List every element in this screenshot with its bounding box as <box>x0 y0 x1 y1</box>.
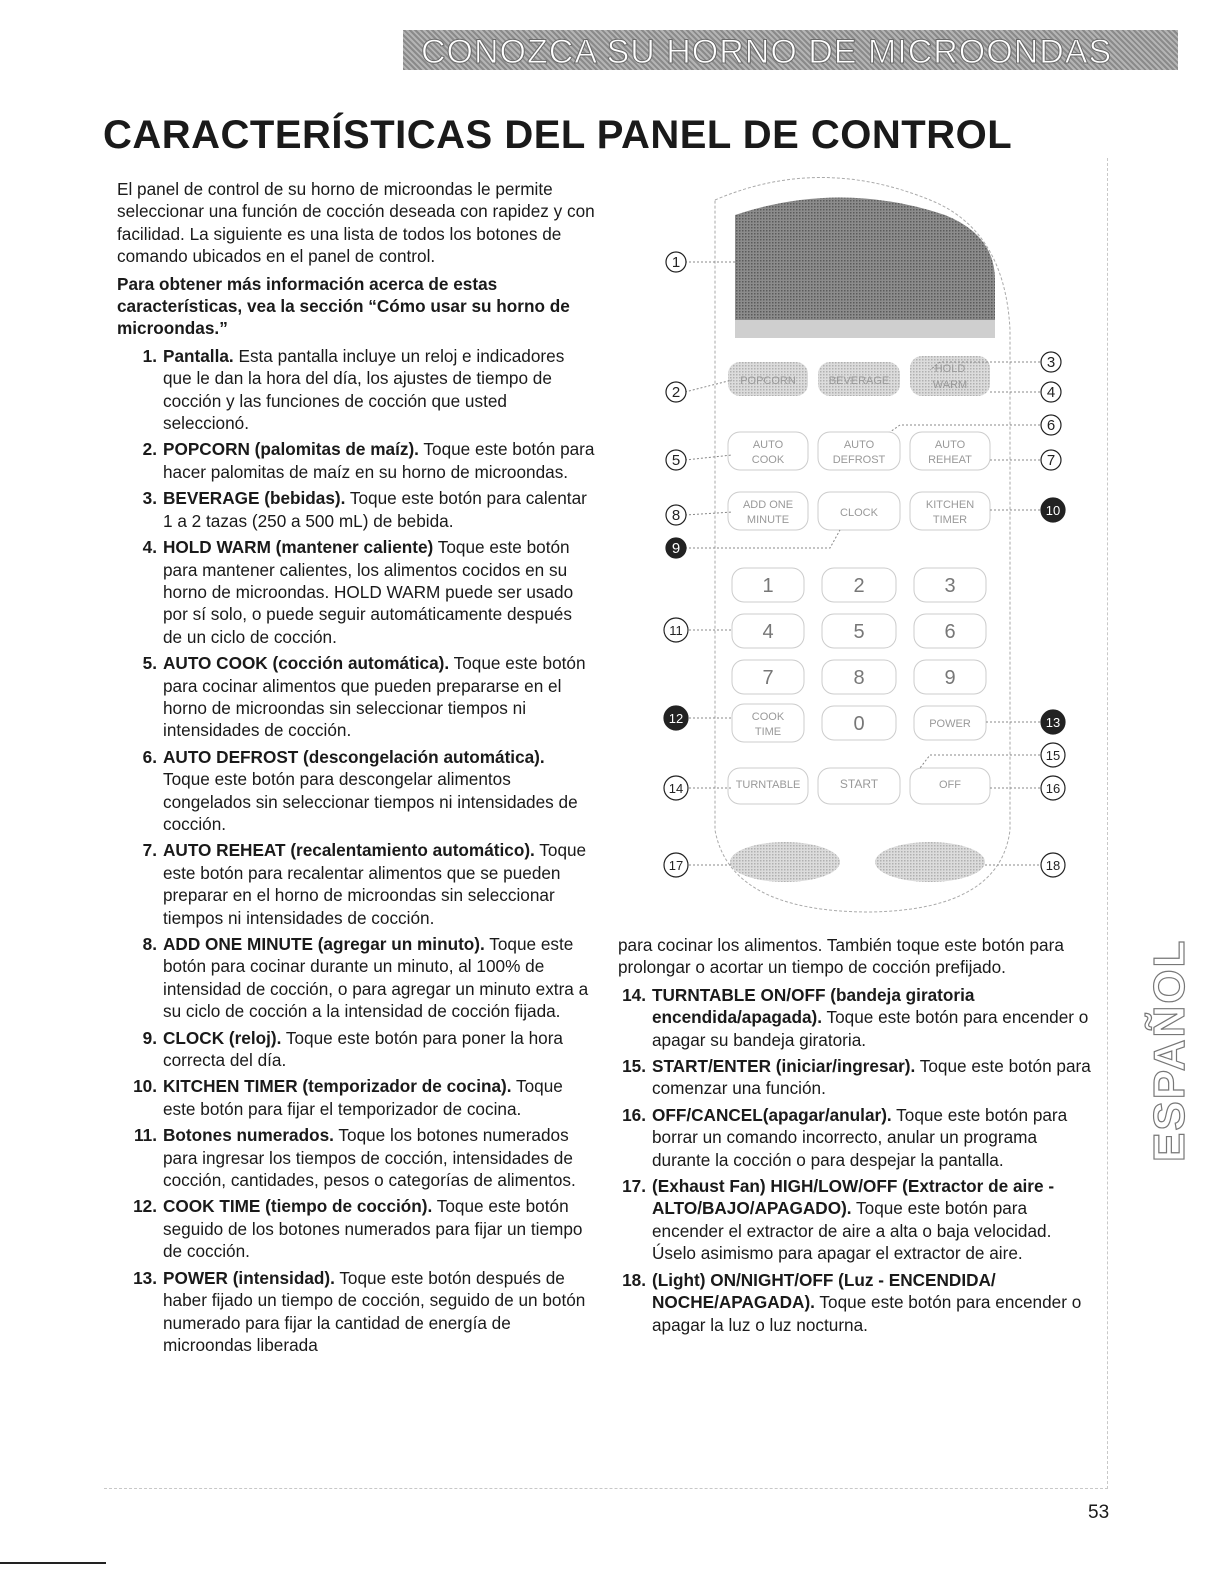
item-text: Toque este botón para borrar un comando incorrecto, anular un programa durante la cocción o para despejar la pantalla. <box>652 1104 1068 1170</box>
feature-item <box>117 746 595 836</box>
callout-4 <box>1041 382 1061 402</box>
feature-item <box>117 1195 595 1262</box>
svg-text:12: 12 <box>668 711 684 726</box>
svg-text:3: 3 <box>1046 354 1056 371</box>
item-label: Pantalla. <box>163 345 234 366</box>
feature-item <box>117 438 595 483</box>
svg-text:COOK: COOK <box>751 454 785 466</box>
item-number: 6. <box>142 746 157 767</box>
svg-text:ADD ONE: ADD ONE <box>742 499 794 511</box>
svg-text:WARM: WARM <box>932 379 968 391</box>
item-number: 14. <box>622 984 646 1005</box>
footer-rule <box>0 1562 106 1564</box>
item-text: Toque este botón para hacer palomitas de maíz en su horno de microondas. <box>163 439 595 482</box>
feature-item <box>117 1075 595 1120</box>
svg-text:5: 5 <box>671 452 681 469</box>
callout-18 <box>1041 853 1065 877</box>
callout-16 <box>1041 776 1065 800</box>
item-text: Toque este botón para encender o apagar la luz o luz nocturna. <box>652 1292 1082 1335</box>
callout-6 <box>1041 415 1061 435</box>
svg-text:POWER: POWER <box>929 718 971 730</box>
item-label: ADD ONE MINUTE (agregar un minuto). <box>163 934 485 954</box>
item-label: OFF/CANCEL(apagar/anular). <box>652 1104 892 1125</box>
key-6: 6 <box>944 621 956 643</box>
callout-9 <box>666 538 686 558</box>
item-text: Toque este botón para calentar 1 a 2 tazas (250 a 500 mL) de bebida. <box>163 488 587 531</box>
auto-cook-button <box>728 432 808 470</box>
svg-text:8: 8 <box>671 507 681 524</box>
power-button <box>914 706 986 740</box>
page-number: 53 <box>1088 1502 1110 1523</box>
fan-button <box>730 842 840 882</box>
item-label: HOLD WARM (mantener caliente) <box>163 537 434 558</box>
callout-2 <box>666 382 686 402</box>
item-number: 12. <box>133 1196 157 1217</box>
left-column <box>117 178 595 1360</box>
item-label: CLOCK (reloj). <box>163 1027 282 1048</box>
svg-text:AUTO: AUTO <box>843 439 875 451</box>
item-text: Toque este botón para encender el extractor de aire a alta o baja velocidad. Úselo asimismo para apagar el extractor de aire. <box>652 1198 1052 1264</box>
auto-defrost-button <box>818 432 900 470</box>
item-label: AUTO DEFROST (descongelación automática). <box>163 746 545 767</box>
light-button <box>875 842 985 882</box>
svg-text:16: 16 <box>1045 781 1061 796</box>
svg-text:7: 7 <box>1046 452 1056 469</box>
item-text: Toque este botón para cocinar durante un minuto, al 100% de intensidad de cocción, o para agregar un minuto extra a su ciclo de cocción a la intensidad de cocción fijada. <box>163 934 589 1022</box>
item-text: Toque este botón para recalentar alimentos que se pueden preparar en el horno de microondas sin seleccionar tiempos ni intensidades de cocción. <box>163 840 587 928</box>
callout-12 <box>664 706 688 730</box>
item-label: COOK TIME (tiempo de cocción). <box>163 1196 433 1217</box>
language-label: ESPAÑOL <box>1145 938 1194 1162</box>
start-button <box>818 768 900 804</box>
off-button <box>910 768 990 804</box>
popcorn-button <box>728 362 808 396</box>
add-one-minute-button <box>728 492 808 530</box>
callout-17 <box>664 853 688 877</box>
callout-10 <box>1041 498 1065 522</box>
item-text: Toque este botón para encender o apagar su bandeja giratoria. <box>652 1007 1089 1050</box>
feature-item <box>618 1269 1096 1336</box>
number-keypad <box>732 568 986 694</box>
item-number: 1. <box>142 345 157 366</box>
svg-text:6: 6 <box>1046 417 1056 434</box>
item-number: 16. <box>622 1104 646 1125</box>
svg-text:CLOCK: CLOCK <box>840 507 878 519</box>
item-label: AUTO REHEAT (recalentamiento automático). <box>163 840 535 861</box>
item-text: Toque este botón para poner la hora correcta del día. <box>163 1027 563 1071</box>
auto-reheat-button <box>910 432 990 470</box>
svg-text:KITCHEN: KITCHEN <box>925 499 975 511</box>
svg-text:13: 13 <box>1045 715 1061 730</box>
svg-text:0: 0 <box>853 713 865 735</box>
svg-text:11: 11 <box>669 623 683 638</box>
callout-15 <box>1041 743 1065 767</box>
item-number: 13. <box>133 1267 157 1288</box>
feature-item <box>618 1055 1096 1100</box>
item-number: 10. <box>133 1076 157 1097</box>
key-9: 9 <box>944 667 956 689</box>
key-8: 8 <box>853 667 865 689</box>
item-number: 18. <box>622 1269 646 1290</box>
key-1: 1 <box>762 575 774 597</box>
item-label: POPCORN (palomitas de maíz). <box>163 439 419 460</box>
feature-item <box>618 1175 1096 1265</box>
svg-text:TURNTABLE: TURNTABLE <box>735 779 801 791</box>
svg-text:HOLD: HOLD <box>934 363 966 375</box>
svg-text:AUTO: AUTO <box>752 439 784 451</box>
cook-time-button <box>732 704 804 742</box>
svg-text:14: 14 <box>668 781 684 796</box>
svg-text:START: START <box>839 777 879 791</box>
feature-item <box>117 933 595 1023</box>
key-3: 3 <box>944 575 956 597</box>
item-number: 3. <box>142 488 157 509</box>
item-label: START/ENTER (iniciar/ingresar). <box>652 1056 916 1077</box>
item-label: POWER (intensidad). <box>163 1267 335 1288</box>
key-7: 7 <box>762 667 774 689</box>
item-text: Toque este botón para mantener calientes, los alimentos cocidos en su horno de microondas. HOLD WARM puede ser usado por sí solo, o puede seguir automáticamente después de un ciclo de cocción. <box>163 537 574 647</box>
svg-text:TIMER: TIMER <box>932 514 968 526</box>
item-text: Toque este botón para fijar el temporizador de cocina. <box>163 1076 563 1119</box>
beverage-button <box>818 362 900 396</box>
item-label: AUTO COOK (cocción automática). <box>163 653 450 674</box>
key-0 <box>822 706 896 740</box>
item-label: BEVERAGE (bebidas). <box>163 488 346 509</box>
item-label: Botones numerados. <box>163 1125 334 1146</box>
svg-text:DEFROST: DEFROST <box>832 454 886 466</box>
banner-text: CONOZCA SU HORNO DE MICROONDAS <box>421 33 1113 71</box>
callout-7 <box>1041 450 1061 470</box>
svg-text:TIME: TIME <box>754 726 782 738</box>
item-text: Esta pantalla incluye un reloj e indicadores que le dan la hora del día, los ajustes de tiempo de cocción y las funciones de cocción que usted seleccionó. <box>163 345 565 434</box>
item-text: Toque este botón después de haber fijado un tiempo de cocción, seguido de un botón numerado para fijar la cantidad de energía de microondas liberada <box>163 1267 586 1355</box>
svg-text:9: 9 <box>671 540 681 557</box>
item-number: 8. <box>142 934 157 954</box>
svg-text:10: 10 <box>1045 503 1061 518</box>
language-tab <box>1137 940 1197 1180</box>
item-number: 9. <box>142 1027 157 1048</box>
item-13-continuation: para cocinar los alimentos. También toque este botón para prolongar o acortar un tiempo de cocción prefijado. <box>618 935 1064 978</box>
svg-text:BEVERAGE: BEVERAGE <box>828 375 890 387</box>
item-text: Toque este botón seguido de los botones numerados para fijar un tiempo de cocción. <box>163 1196 583 1262</box>
svg-text:18: 18 <box>1045 858 1061 873</box>
feature-item <box>618 984 1096 1051</box>
svg-text:OFF: OFF <box>939 779 961 791</box>
key-4: 4 <box>762 621 774 643</box>
control-panel-diagram <box>640 170 1085 920</box>
feature-list <box>117 345 595 1356</box>
item-number: 2. <box>142 439 157 460</box>
section-banner <box>403 30 1178 70</box>
svg-text:COOK: COOK <box>751 711 785 723</box>
item-text: Toque este botón para cocinar alimentos que pueden prepararse en el horno de microondas sin seleccionar tiempos ni intensidades de cocción. <box>163 653 586 741</box>
callout-lines <box>685 262 1040 865</box>
item-text: Toque los botones numerados para ingresar los tiempos de cocción, intensidades de cocción, cantidades, pesos o categorías de alimentos. <box>163 1125 576 1191</box>
clock-button <box>818 492 900 530</box>
feature-item <box>618 1104 1096 1171</box>
key-5: 5 <box>853 621 865 643</box>
item-number: 11. <box>134 1125 157 1146</box>
turntable-button <box>728 768 808 804</box>
feature-item <box>117 652 595 742</box>
item-number: 17. <box>622 1176 646 1197</box>
feature-item <box>117 345 595 435</box>
svg-text:17: 17 <box>668 858 684 873</box>
item-label: KITCHEN TIMER (temporizador de cocina). <box>163 1076 512 1097</box>
svg-text:15: 15 <box>1045 748 1061 763</box>
svg-text:4: 4 <box>1046 384 1056 401</box>
item-text: Toque este botón para descongelar alimentos congelados sin seleccionar tiempos ni intensidades de cocción. <box>163 769 578 834</box>
item-label: (Exhaust Fan) HIGH/LOW/OFF (Extractor de aire - ALTO/BAJO/APAGADO). <box>652 1176 1055 1219</box>
intro-paragraph: El panel de control de su horno de microondas le permite seleccionar una función de cocción deseada con rapidez y con facilidad. La siguiente es una lista de todos los botones de comando ubicados en el panel de control. <box>117 179 595 267</box>
callout-11 <box>664 618 688 642</box>
feature-item <box>117 1124 595 1191</box>
intro-note: Para obtener más información acerca de estas características, vea la sección “Cómo usar su horno de microondas.” <box>117 273 570 339</box>
feature-list-continued <box>618 984 1096 1336</box>
item-number: 15. <box>622 1056 646 1077</box>
feature-item <box>117 487 595 532</box>
callout-3 <box>1041 352 1061 372</box>
svg-text:MINUTE: MINUTE <box>746 514 790 526</box>
callout-14 <box>664 776 688 800</box>
callout-1 <box>666 252 686 272</box>
right-column <box>618 934 1096 1340</box>
callout-8 <box>666 505 686 525</box>
feature-item <box>117 536 595 648</box>
feature-item <box>117 1267 595 1357</box>
callout-13 <box>1041 710 1065 734</box>
svg-text:AUTO: AUTO <box>934 439 966 451</box>
item-number: 7. <box>142 840 157 861</box>
item-label: TURNTABLE ON/OFF (bandeja giratoria encendida/apagada). <box>652 984 975 1028</box>
svg-text:1: 1 <box>671 254 681 271</box>
display-screen <box>735 198 995 321</box>
svg-text:2: 2 <box>671 384 681 401</box>
page-title: CARACTERÍSTICAS DEL PANEL DE CONTROL <box>103 113 1013 157</box>
svg-text:POPCORN: POPCORN <box>740 375 796 387</box>
callout-5 <box>666 450 686 470</box>
item-text: Toque este botón para comenzar una función. <box>652 1056 1091 1099</box>
item-label: (Light) ON/NIGHT/OFF (Luz - ENCENDIDA/ NOCHE/APAGADA). <box>652 1269 996 1313</box>
feature-item <box>117 1027 595 1072</box>
item-number: 5. <box>142 653 157 674</box>
kitchen-timer-button <box>910 492 990 530</box>
key-2: 2 <box>853 575 865 597</box>
feature-item <box>117 839 595 929</box>
svg-text:REHEAT: REHEAT <box>928 454 972 466</box>
item-number: 4. <box>142 537 157 558</box>
